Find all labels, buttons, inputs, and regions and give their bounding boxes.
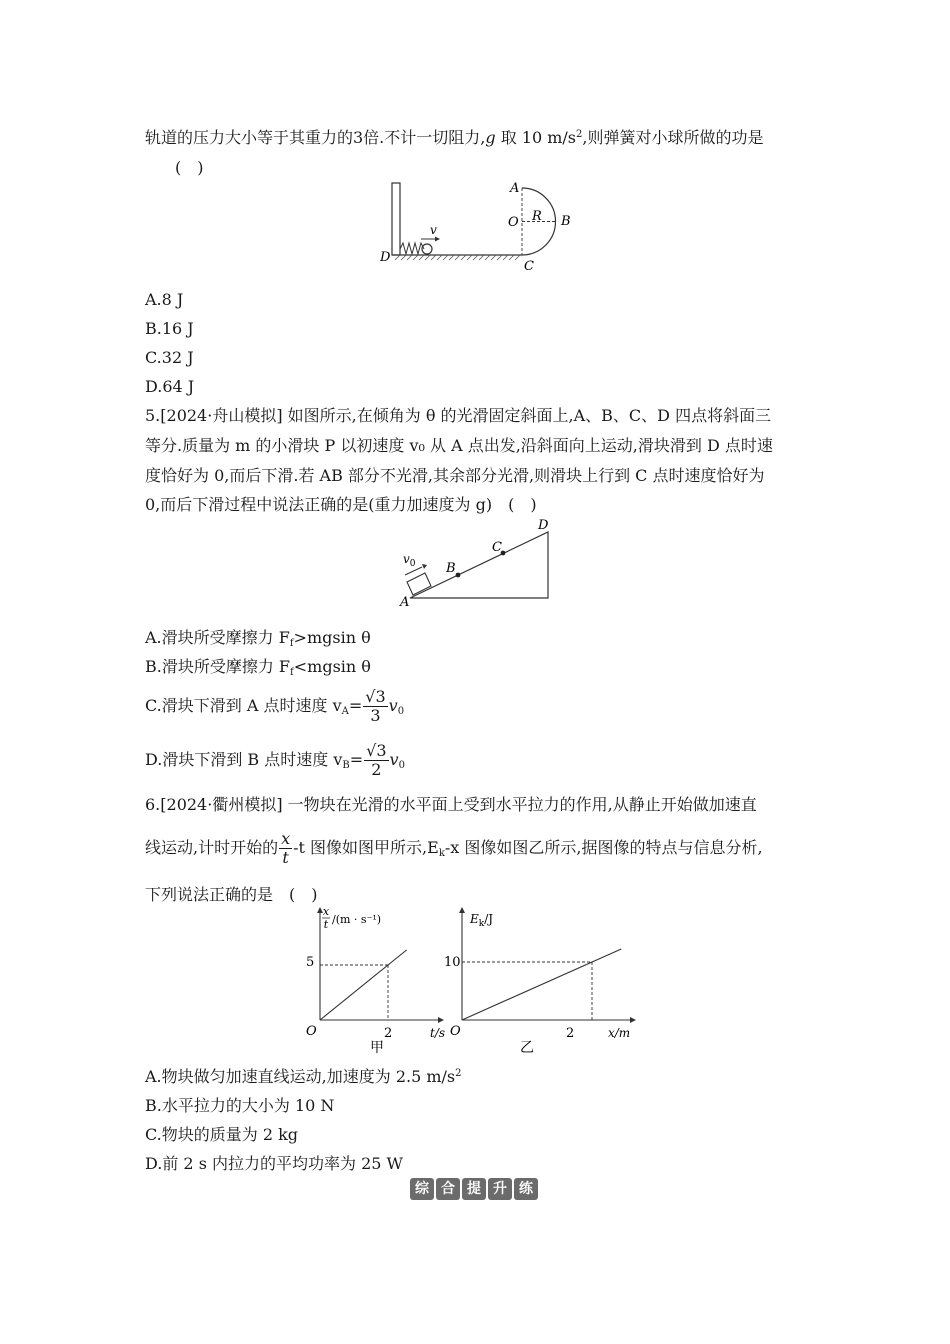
q6-option-d[interactable]: D.前 2 s 内拉力的平均功率为 25 W (145, 1154, 403, 1173)
q5-option-b-tail: <mgsin θ (293, 657, 371, 676)
q5-option-c-vsub: 0 (397, 706, 405, 717)
q4-label-B: B (561, 214, 571, 229)
q4-paren: ( ) (175, 158, 204, 177)
q4-ask: ,则弹簧对小球所做的功是 (582, 128, 764, 147)
q4-stem (145, 128, 763, 148)
q5-option-c-eq: = (348, 696, 363, 715)
q5-option-b[interactable] (145, 657, 371, 677)
q4-label-v: v (430, 223, 437, 237)
badge-char-1: 综 (410, 1178, 434, 1200)
q6-graph-jia (300, 905, 450, 1060)
q6-stem-line2b: -t 图像如图甲所示,E (293, 838, 439, 857)
q5-option-c-num: √3 (365, 687, 386, 706)
q5-incline (410, 532, 548, 598)
q6-stem-sub-k: k (438, 848, 445, 859)
q6-jia-y-frac-num: x (322, 905, 330, 918)
q6-option-a[interactable] (145, 1067, 462, 1087)
q5-stem-line3: 度恰好为 0,而后下滑.若 AB 部分不光滑,其余部分光滑,则滑块上行到 C 点时速度恰好为 (145, 466, 765, 485)
q6-option-a-text: A.物块做匀加速直线运动,加速度为 2.5 m/s (145, 1067, 456, 1086)
q5-figure (395, 515, 555, 610)
q6-stem-fraction (279, 830, 292, 867)
q6-jia-y-tick: 5 (306, 955, 315, 970)
q5-option-a-sub: f (289, 638, 294, 649)
q4-option-d[interactable]: D.64 J (145, 377, 195, 396)
q6-yi-y-tick: 10 (444, 955, 461, 970)
section-badge (410, 1178, 538, 1200)
q6-jia-caption: 甲 (370, 1040, 384, 1056)
q5-option-d-den: 2 (371, 760, 382, 779)
q6-option-c[interactable]: C.物块的质量为 2 kg (145, 1125, 299, 1144)
q4-label-O: O (508, 215, 519, 230)
q4-option-b[interactable]: B.16 J (145, 319, 194, 338)
q5-option-a-tail: >mgsin θ (293, 628, 371, 647)
q6-stem-line3: 下列说法正确的是 ( ) (145, 885, 318, 904)
q6-stem-line2c: -x 图像如图乙所示,据图像的特点与信息分析, (444, 838, 763, 857)
q5-stem-line4: 0,而后下滑过程中说法正确的是(重力加速度为 g) ( ) (145, 495, 537, 514)
q5-option-c-v: v (388, 696, 398, 715)
q4-sup: 2 (576, 129, 583, 140)
q4-wall (392, 183, 400, 255)
badge-char-5: 练 (514, 1178, 538, 1200)
q6-stem-line2a: 线运动,计时开始的 (145, 838, 279, 857)
q4-label-A: A (510, 181, 520, 196)
q5-label-C: C (492, 540, 502, 555)
q5-option-a[interactable] (145, 628, 371, 648)
q5-label-A: A (400, 595, 410, 610)
q5-label-v0: $v_0$ (403, 552, 416, 569)
q5-option-c-text: C.滑块下滑到 A 点时速度 v (145, 696, 342, 715)
q6-jia-x-axis-label: t/s (430, 1026, 446, 1040)
q5-label-D: D (538, 518, 549, 533)
q6-jia-origin: O (306, 1024, 317, 1039)
q6-yi-origin: O (450, 1024, 461, 1039)
q6-jia-y-frac-den: t (323, 918, 329, 931)
q5-option-b-text: B.滑块所受摩擦力 F (145, 657, 291, 676)
q6-stem-line2 (145, 830, 763, 867)
q4-figure (375, 178, 585, 274)
q4-g-value: 取 10 m/s (495, 128, 577, 147)
q6-stem-frac-num: x (281, 829, 291, 848)
q5-option-d-fraction (364, 742, 388, 779)
q6-option-b[interactable]: B.水平拉力的大小为 10 N (145, 1096, 335, 1115)
q4-option-a[interactable]: A.8 J (145, 290, 184, 309)
q5-option-d-num: √3 (366, 741, 387, 760)
q4-label-C: C (524, 259, 534, 274)
q6-yi-y-axis-label: $E_k/J$ (470, 912, 494, 929)
q5-option-a-text: A.滑块所受摩擦力 F (145, 628, 290, 647)
q6-yi-x-axis-label: x/m (608, 1026, 631, 1040)
badge-char-3: 提 (462, 1178, 486, 1200)
q5-point-B (456, 573, 461, 578)
q4-label-D: D (380, 250, 391, 265)
q6-yi-data-line (462, 949, 621, 1020)
q6-jia-x-tick: 2 (384, 1026, 393, 1041)
q5-option-c-sub: A (341, 706, 349, 717)
q4-label-R: R (532, 209, 542, 224)
q4-spring (400, 243, 424, 254)
q4-option-c[interactable]: C.32 J (145, 348, 194, 367)
q4-stem-text: 轨道的压力大小等于其重力的3倍.不计一切阻力, (145, 128, 486, 147)
q6-option-a-sup: 2 (455, 1068, 462, 1079)
q6-yi-x-tick: 2 (566, 1026, 575, 1041)
q5-option-d-eq: = (349, 750, 364, 769)
q6-yi-caption: 乙 (520, 1040, 534, 1056)
q5-option-d-v: v (389, 750, 399, 769)
q6-stem-line1: 6.[2024·衢州模拟] 一物块在光滑的水平面上受到水平拉力的作用,从静止开始做加速直 (145, 795, 757, 814)
q6-jia-y-axis-label: /(m · s⁻¹) (332, 913, 382, 926)
q5-option-d-sub: B (342, 760, 350, 771)
q6-graph-yi (440, 905, 650, 1060)
badge-char-4: 升 (488, 1178, 512, 1200)
q5-label-B: B (446, 561, 456, 576)
q5-option-c-fraction (363, 688, 387, 725)
q6-stem-frac-den: t (282, 848, 289, 867)
badge-char-2: 合 (436, 1178, 460, 1200)
q5-option-b-sub: f (290, 667, 294, 678)
q5-block (407, 573, 431, 595)
q5-stem-line1: 5.[2024·舟山模拟] 如图所示,在倾角为 θ 的光滑固定斜面上,A、B、C、D 四点将斜面三 (145, 406, 772, 425)
q5-option-d-text: D.滑块下滑到 B 点时速度 v (145, 750, 343, 769)
q4-g: g (485, 128, 496, 147)
q5-option-c-den: 3 (370, 706, 381, 725)
q5-option-d-vsub: 0 (398, 760, 405, 771)
q5-option-d[interactable] (145, 742, 405, 779)
q4-ground-hatch (395, 255, 520, 260)
q6-jia-data-line (320, 950, 407, 1020)
q5-stem-line2: 等分.质量为 m 的小滑块 P 以初速度 v₀ 从 A 点出发,沿斜面向上运动,滑块滑到 D 点时速 (145, 436, 773, 455)
q5-option-c[interactable] (145, 688, 404, 725)
